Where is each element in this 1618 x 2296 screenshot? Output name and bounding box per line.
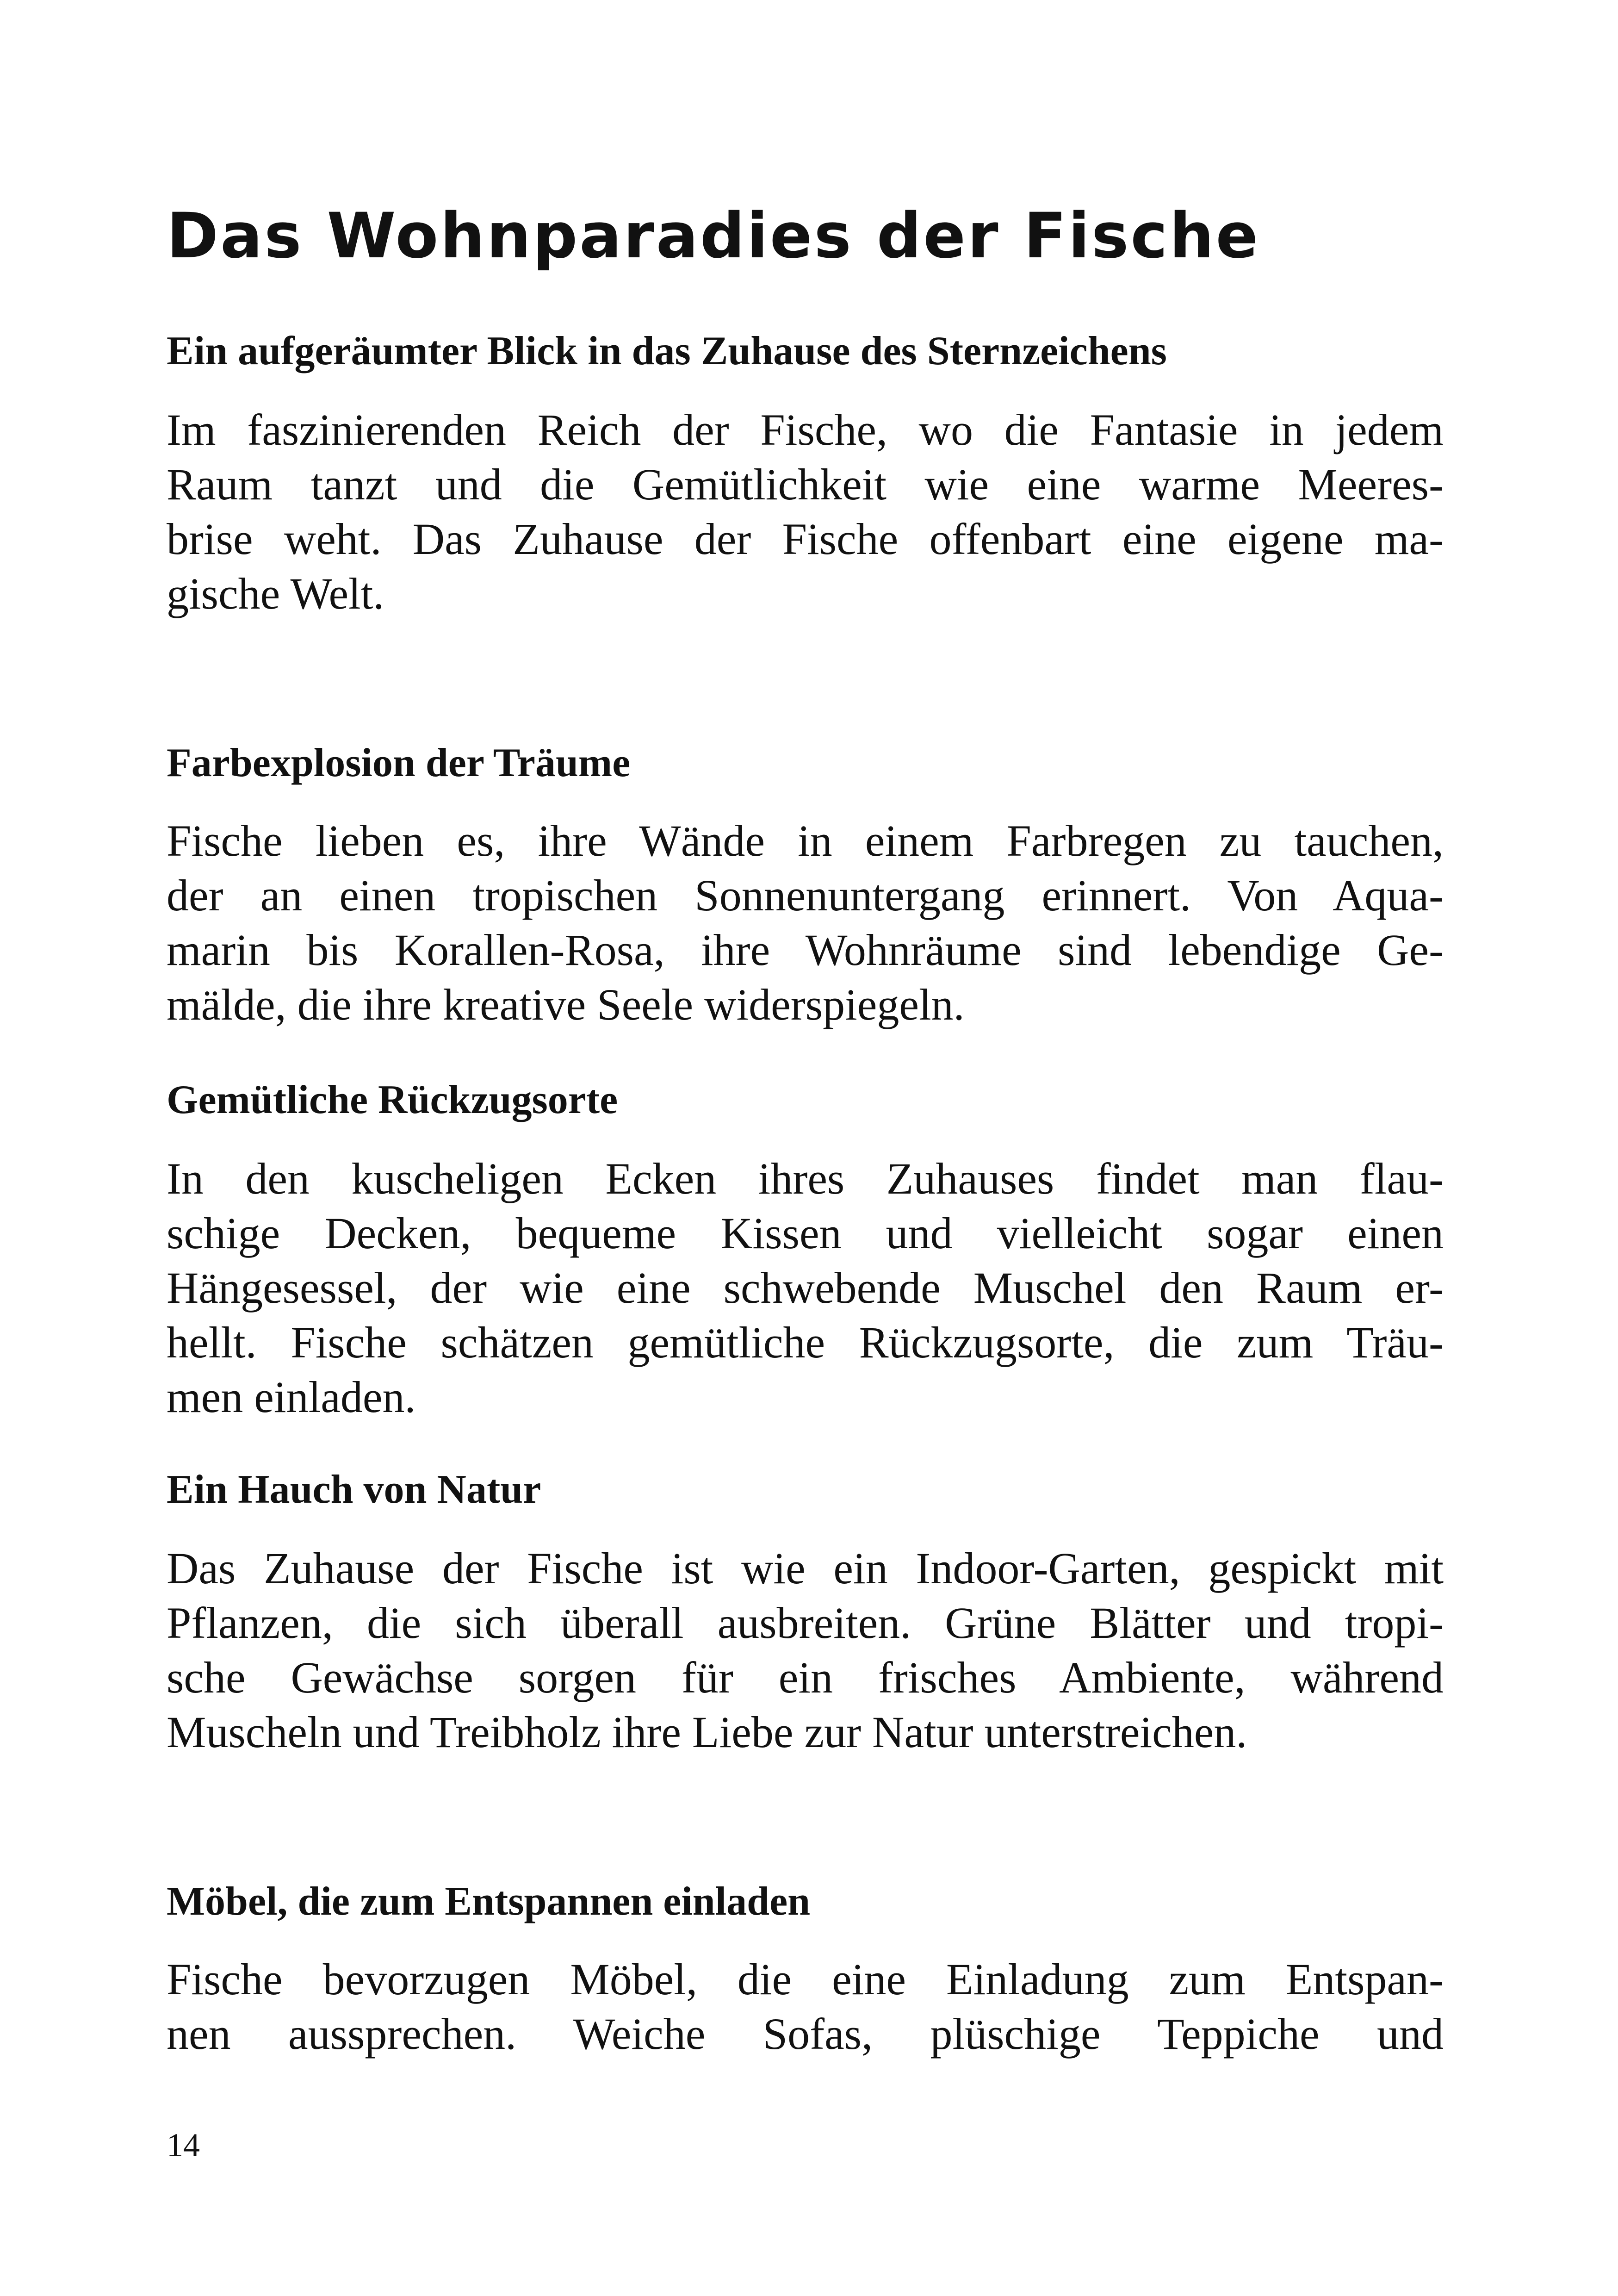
paragraph-line: Fische bevorzugen Möbel, die eine Einladung zum Entspan- (167, 1954, 1444, 2004)
paragraph-line: marin bis Korallen-Rosa, ihre Wohnräume sind lebendige Ge- (167, 925, 1444, 975)
section-heading-natur: Ein Hauch von Natur (167, 1467, 541, 1512)
paragraph-line: Hängesessel, der wie eine schwebende Muschel den Raum er- (167, 1263, 1444, 1313)
paragraph-line: gische Welt. (167, 569, 384, 618)
paragraph-line: der an einen tropischen Sonnenuntergang erinnert. Von Aqua- (167, 871, 1444, 920)
intro-heading: Ein aufgeräumter Blick in das Zuhause des Sternzeichens (167, 329, 1167, 373)
paragraph-line: Das Zuhause der Fische ist wie ein Indoor-Garten, gespickt mit (167, 1543, 1444, 1593)
paragraph-line: brise weht. Das Zuhause der Fische offenbart eine eigene ma- (167, 514, 1444, 564)
section-paragraph-natur (167, 1541, 1444, 1760)
section-paragraph-rueckzugsorte (167, 1151, 1444, 1425)
paragraph-line: In den kuscheligen Ecken ihres Zuhauses findet man flau- (167, 1154, 1444, 1203)
paragraph-line: men einladen. (167, 1372, 416, 1422)
paragraph-line: Raum tanzt und die Gemütlichkeit wie eine warme Meeres- (167, 460, 1444, 509)
paragraph-line: Im faszinierenden Reich der Fische, wo die Fantasie in jedem (167, 405, 1444, 454)
paragraph-line: mälde, die ihre kreative Seele widerspiegeln. (167, 980, 965, 1029)
section-heading-rueckzugsorte: Gemütliche Rückzugsorte (167, 1077, 618, 1122)
paragraph-line: Pflanzen, die sich überall ausbreiten. Grüne Blätter und tropi- (167, 1598, 1444, 1648)
page-number: 14 (167, 2127, 200, 2164)
paragraph-line: sche Gewächse sorgen für ein frisches Ambiente, während (167, 1653, 1444, 1702)
intro-paragraph (167, 403, 1444, 621)
paragraph-line: hellt. Fische schätzen gemütliche Rückzugsorte, die zum Träu- (167, 1318, 1444, 1367)
paragraph-line: schige Decken, bequeme Kissen und vielleicht sogar einen (167, 1208, 1444, 1258)
section-paragraph-farbexplosion (167, 814, 1444, 1032)
paragraph-line: Muscheln und Treibholz ihre Liebe zur Natur unterstreichen. (167, 1707, 1247, 1757)
section-heading-farbexplosion: Farbexplosion der Träume (167, 740, 631, 785)
book-page (167, 0, 1444, 2296)
paragraph-line: Fische lieben es, ihre Wände in einem Farbregen zu tauchen, (167, 816, 1444, 865)
section-heading-moebel: Möbel, die zum Entspannen einladen (167, 1879, 811, 1924)
paragraph-line: nen aussprechen. Weiche Sofas, plüschige Teppiche und (167, 2009, 1444, 2059)
section-paragraph-moebel (167, 1952, 1444, 2061)
page-title: Das Wohnparadies der Fische (167, 199, 1260, 272)
